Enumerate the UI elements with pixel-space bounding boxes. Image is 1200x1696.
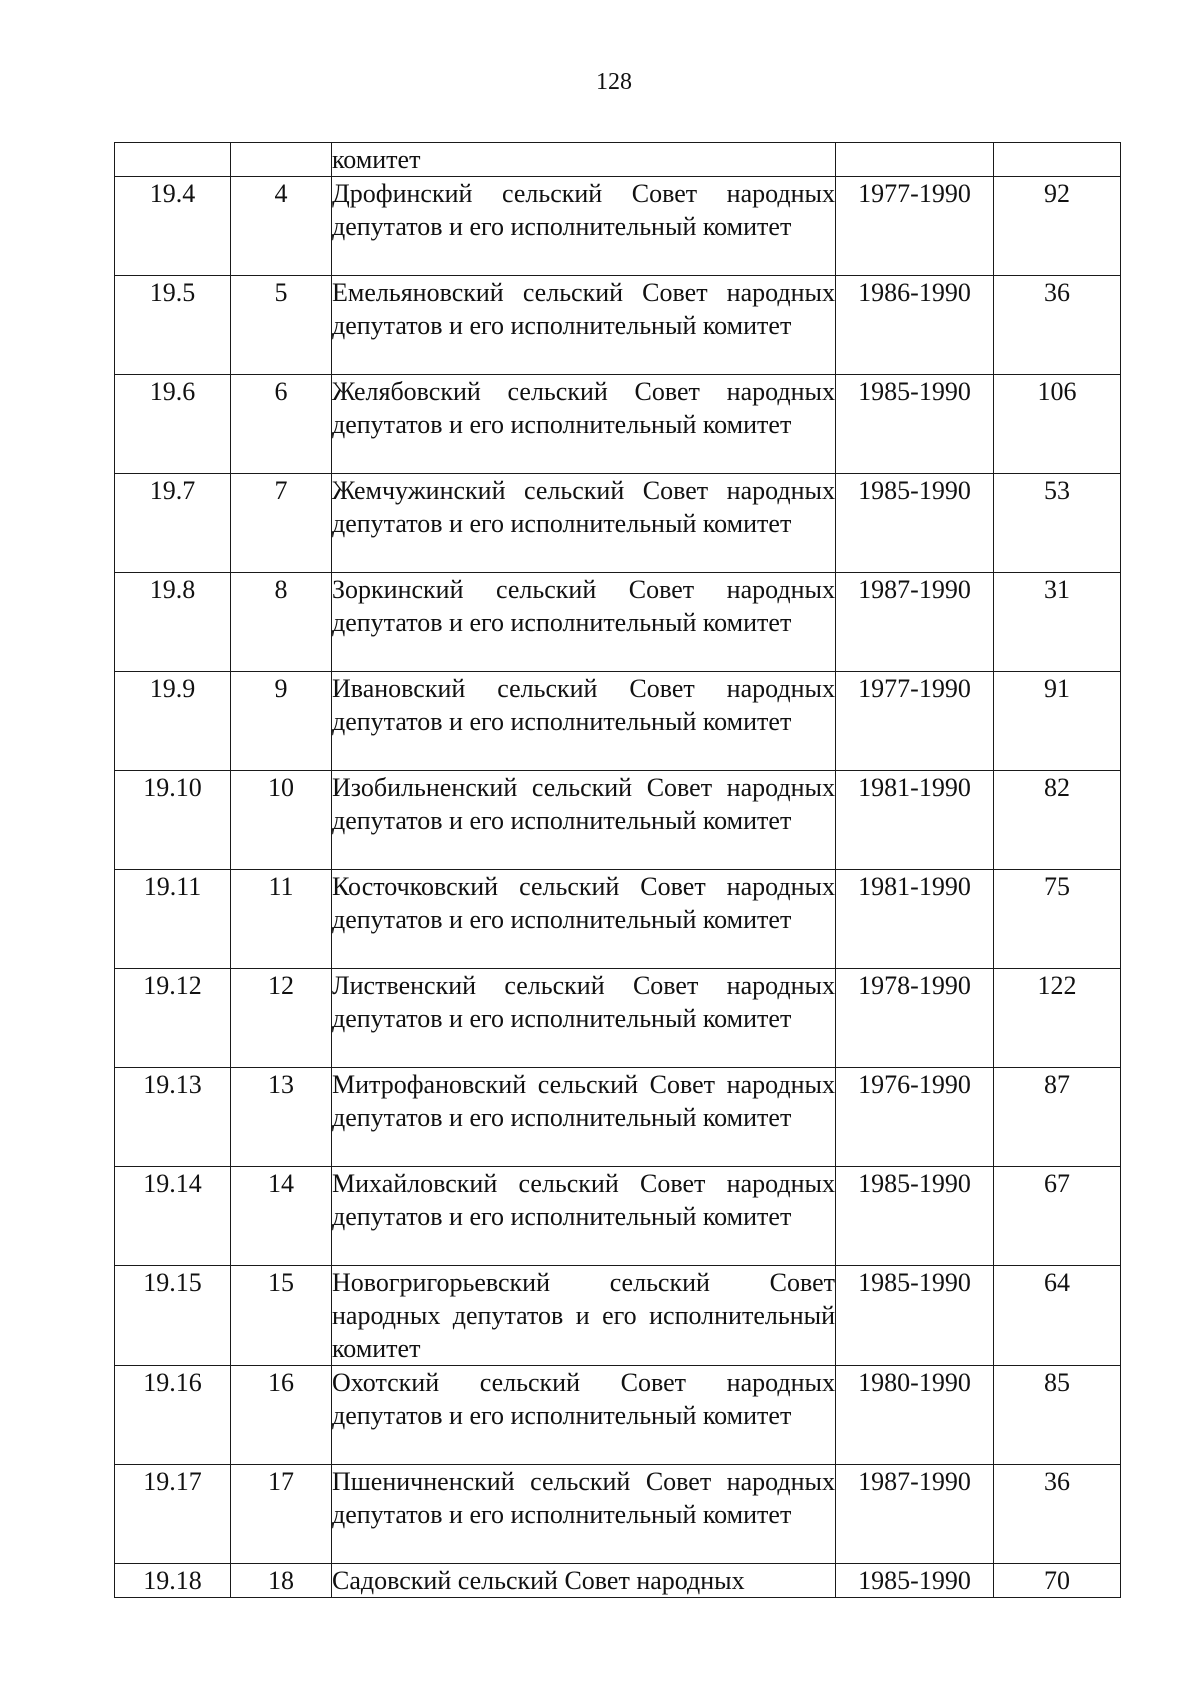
name-cell: [332, 573, 836, 672]
count-cell: 122: [994, 969, 1121, 1068]
table-row: [115, 177, 1121, 276]
name-cell: [332, 474, 836, 573]
number-cell: 5: [231, 276, 332, 375]
index-cell: 19.13: [115, 1068, 231, 1167]
name-text: Пшеничненский сельский Совет народных депутатов и его исполнительный комитет: [332, 1467, 835, 1529]
years-cell: 1986-1990: [836, 276, 994, 375]
name-cell: [332, 375, 836, 474]
index-cell: 19.5: [115, 276, 231, 375]
count-cell: 67: [994, 1167, 1121, 1266]
index-cell: 19.15: [115, 1266, 231, 1366]
years-cell: 1976-1990: [836, 1068, 994, 1167]
years-cell: 1981-1990: [836, 771, 994, 870]
number-cell: 4: [231, 177, 332, 276]
registry-table-body: [115, 143, 1121, 1598]
years-cell: 1985-1990: [836, 1564, 994, 1598]
index-cell: [115, 143, 231, 177]
number-cell: 12: [231, 969, 332, 1068]
years-cell: 1977-1990: [836, 177, 994, 276]
name-text: Михайловский сельский Совет народных депутатов и его исполнительный комитет: [332, 1169, 835, 1231]
index-cell: 19.17: [115, 1465, 231, 1564]
years-cell: 1985-1990: [836, 375, 994, 474]
count-cell: 85: [994, 1366, 1121, 1465]
years-cell: 1977-1990: [836, 672, 994, 771]
name-text: Митрофановский сельский Совет народных депутатов и его исполнительный комитет: [332, 1070, 835, 1132]
years-cell: 1985-1990: [836, 1266, 994, 1366]
index-cell: 19.8: [115, 573, 231, 672]
table-row: [115, 1167, 1121, 1266]
table-row: [115, 672, 1121, 771]
index-cell: 19.14: [115, 1167, 231, 1266]
index-cell: 19.7: [115, 474, 231, 573]
name-cell: [332, 969, 836, 1068]
name-text: Лиственский сельский Совет народных депутатов и его исполнительный комитет: [332, 971, 835, 1033]
years-cell: 1981-1990: [836, 870, 994, 969]
index-cell: 19.11: [115, 870, 231, 969]
name-cell: [332, 177, 836, 276]
count-cell: 70: [994, 1564, 1121, 1598]
table-row: [115, 1465, 1121, 1564]
table-row: [115, 276, 1121, 375]
name-text: Изобильненский сельский Совет народных депутатов и его исполнительный комитет: [332, 773, 835, 835]
name-cell: [332, 1068, 836, 1167]
number-cell: 8: [231, 573, 332, 672]
count-cell: 31: [994, 573, 1121, 672]
number-cell: 10: [231, 771, 332, 870]
table-row: [115, 1366, 1121, 1465]
name-text: Охотский сельский Совет народных депутатов и его исполнительный комитет: [332, 1368, 835, 1430]
name-text: Зоркинский сельский Совет народных депутатов и его исполнительный комитет: [332, 575, 835, 637]
table-row: [115, 573, 1121, 672]
count-cell: 64: [994, 1266, 1121, 1366]
name-text: Жемчужинский сельский Совет народных депутатов и его исполнительный комитет: [332, 476, 835, 538]
number-cell: 6: [231, 375, 332, 474]
name-text: Дрофинский сельский Совет народных депутатов и его исполнительный комитет: [332, 179, 835, 241]
name-text: Косточковский сельский Совет народных депутатов и его исполнительный комитет: [332, 872, 835, 934]
number-cell: 15: [231, 1266, 332, 1366]
name-text: Желябовский сельский Совет народных депутатов и его исполнительный комитет: [332, 377, 835, 439]
page-number: 128: [596, 69, 632, 95]
index-cell: 19.4: [115, 177, 231, 276]
count-cell: 106: [994, 375, 1121, 474]
table-row: [115, 1266, 1121, 1366]
name-cell: [332, 1167, 836, 1266]
table-row: [115, 771, 1121, 870]
table-row: [115, 1564, 1121, 1598]
name-text: Садовский сельский Совет народных: [332, 1566, 745, 1595]
number-cell: [231, 143, 332, 177]
table-row: [115, 375, 1121, 474]
number-cell: 17: [231, 1465, 332, 1564]
count-cell: 82: [994, 771, 1121, 870]
years-cell: 1987-1990: [836, 1465, 994, 1564]
number-cell: 9: [231, 672, 332, 771]
table-row: [115, 870, 1121, 969]
name-text: Емельяновский сельский Совет народных депутатов и его исполнительный комитет: [332, 278, 835, 340]
name-text: Ивановский сельский Совет народных депутатов и его исполнительный комитет: [332, 674, 835, 736]
name-cell: [332, 276, 836, 375]
name-cell: [332, 870, 836, 969]
name-cell: [332, 143, 836, 177]
count-cell: 87: [994, 1068, 1121, 1167]
index-cell: 19.12: [115, 969, 231, 1068]
count-cell: 36: [994, 1465, 1121, 1564]
index-cell: 19.9: [115, 672, 231, 771]
number-cell: 13: [231, 1068, 332, 1167]
name-cell: [332, 1366, 836, 1465]
index-cell: 19.10: [115, 771, 231, 870]
index-cell: 19.6: [115, 375, 231, 474]
name-cell: [332, 672, 836, 771]
count-cell: 92: [994, 177, 1121, 276]
number-cell: 11: [231, 870, 332, 969]
years-cell: [836, 143, 994, 177]
number-cell: 18: [231, 1564, 332, 1598]
name-cell: [332, 771, 836, 870]
count-cell: 91: [994, 672, 1121, 771]
number-cell: 16: [231, 1366, 332, 1465]
name-cell: [332, 1564, 836, 1598]
name-cell: [332, 1266, 836, 1366]
registry-table: [114, 142, 1121, 1598]
number-cell: 7: [231, 474, 332, 573]
index-cell: 19.18: [115, 1564, 231, 1598]
table-row: [115, 969, 1121, 1068]
table-row-continuation: [115, 143, 1121, 177]
count-cell: 75: [994, 870, 1121, 969]
name-text: Новогригорьевский сельский Совет народных депутатов и его исполнительный комитет: [332, 1268, 835, 1363]
name-cell: [332, 1465, 836, 1564]
index-cell: 19.16: [115, 1366, 231, 1465]
years-cell: 1985-1990: [836, 1167, 994, 1266]
years-cell: 1980-1990: [836, 1366, 994, 1465]
years-cell: 1978-1990: [836, 969, 994, 1068]
table-row: [115, 1068, 1121, 1167]
name-text: комитет: [332, 145, 421, 174]
table-row: [115, 474, 1121, 573]
count-cell: 36: [994, 276, 1121, 375]
count-cell: [994, 143, 1121, 177]
years-cell: 1987-1990: [836, 573, 994, 672]
years-cell: 1985-1990: [836, 474, 994, 573]
number-cell: 14: [231, 1167, 332, 1266]
count-cell: 53: [994, 474, 1121, 573]
